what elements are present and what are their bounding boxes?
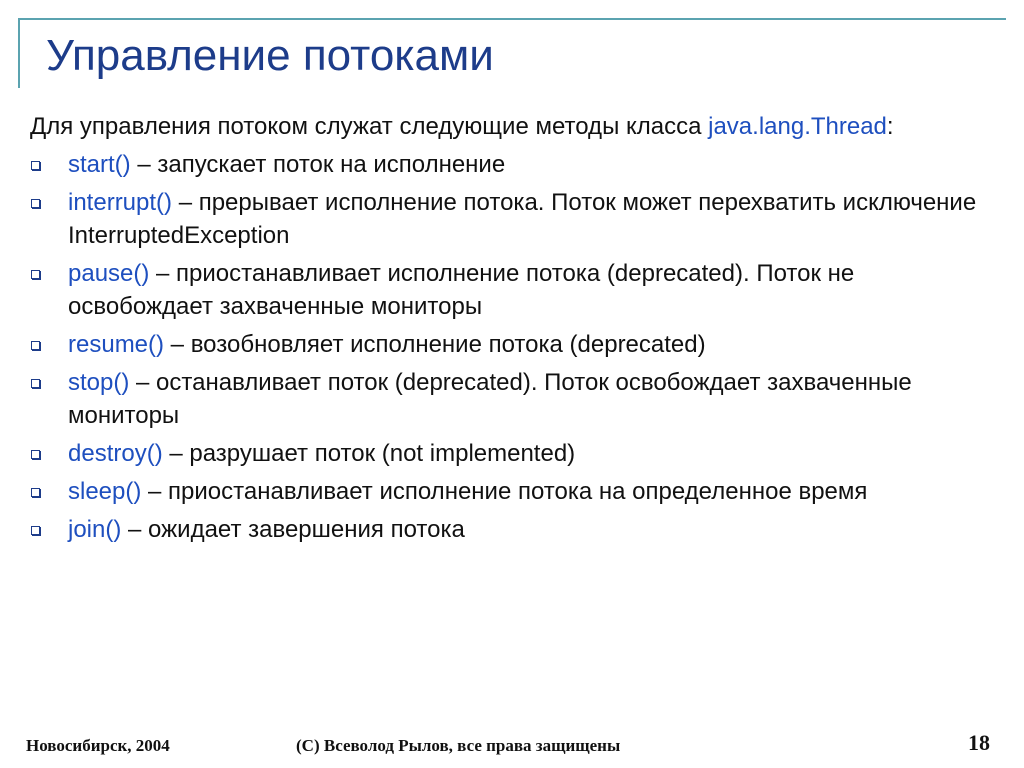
square-bullet-icon xyxy=(31,199,40,208)
method-list xyxy=(30,148,1000,546)
square-bullet-icon xyxy=(31,161,40,170)
square-bullet-icon xyxy=(31,341,40,350)
square-bullet-icon xyxy=(31,450,40,459)
method-item-resume xyxy=(30,328,1000,361)
method-item-join xyxy=(30,513,1000,546)
square-bullet-icon xyxy=(31,379,40,388)
method-description: – разрушает поток (not implemented) xyxy=(162,440,576,467)
title-frame-top-line xyxy=(18,18,1006,20)
method-description: – ожидает завершения потока xyxy=(121,516,465,543)
method-name: resume() xyxy=(68,331,165,358)
footer-copyright: (С) Всеволод Рылов, все права защищены xyxy=(296,736,621,755)
method-name: sleep() xyxy=(68,478,142,505)
method-name: join() xyxy=(68,516,122,543)
square-bullet-icon xyxy=(31,270,40,279)
intro-paragraph xyxy=(30,110,1000,143)
method-item-sleep xyxy=(30,475,1000,508)
method-name: pause() xyxy=(68,260,150,287)
method-description: – возобновляет исполнение потока (deprecated) xyxy=(164,331,706,358)
method-description: – запускает поток на исполнение xyxy=(130,151,506,178)
slide-title: Управление потоками xyxy=(46,31,494,80)
method-item-interrupt xyxy=(30,186,1000,252)
intro-text: Для управления потоком служат следующие методы класса xyxy=(30,113,709,140)
method-item-stop xyxy=(30,366,1000,432)
square-bullet-icon xyxy=(31,526,40,535)
method-item-start xyxy=(30,148,1000,181)
intro-class-name: java.lang.Thread xyxy=(708,113,887,140)
method-item-destroy xyxy=(30,437,1000,470)
method-name: start() xyxy=(68,151,131,178)
method-item-pause xyxy=(30,257,1000,323)
page-number: 18 xyxy=(968,730,990,755)
method-description: – приостанавливает исполнение потока на определенное время xyxy=(141,478,868,505)
footer-location-year: Новосибирск, 2004 xyxy=(26,736,170,755)
slide-content xyxy=(30,110,1000,551)
title-frame-left-line xyxy=(18,18,20,88)
square-bullet-icon xyxy=(31,488,40,497)
intro-suffix: : xyxy=(886,113,894,140)
method-description: – прерывает исполнение потока. Поток может перехватить исключение InterruptedException xyxy=(68,189,977,249)
method-description: – останавливает поток (deprecated). Поток освобождает захваченные мониторы xyxy=(68,369,912,429)
method-name: interrupt() xyxy=(68,189,173,216)
method-name: destroy() xyxy=(68,440,163,467)
slide-footer xyxy=(0,730,1024,760)
method-name: stop() xyxy=(68,369,130,396)
method-description: – приостанавливает исполнение потока (deprecated). Поток не освобождает захваченные мониторы xyxy=(68,260,855,320)
